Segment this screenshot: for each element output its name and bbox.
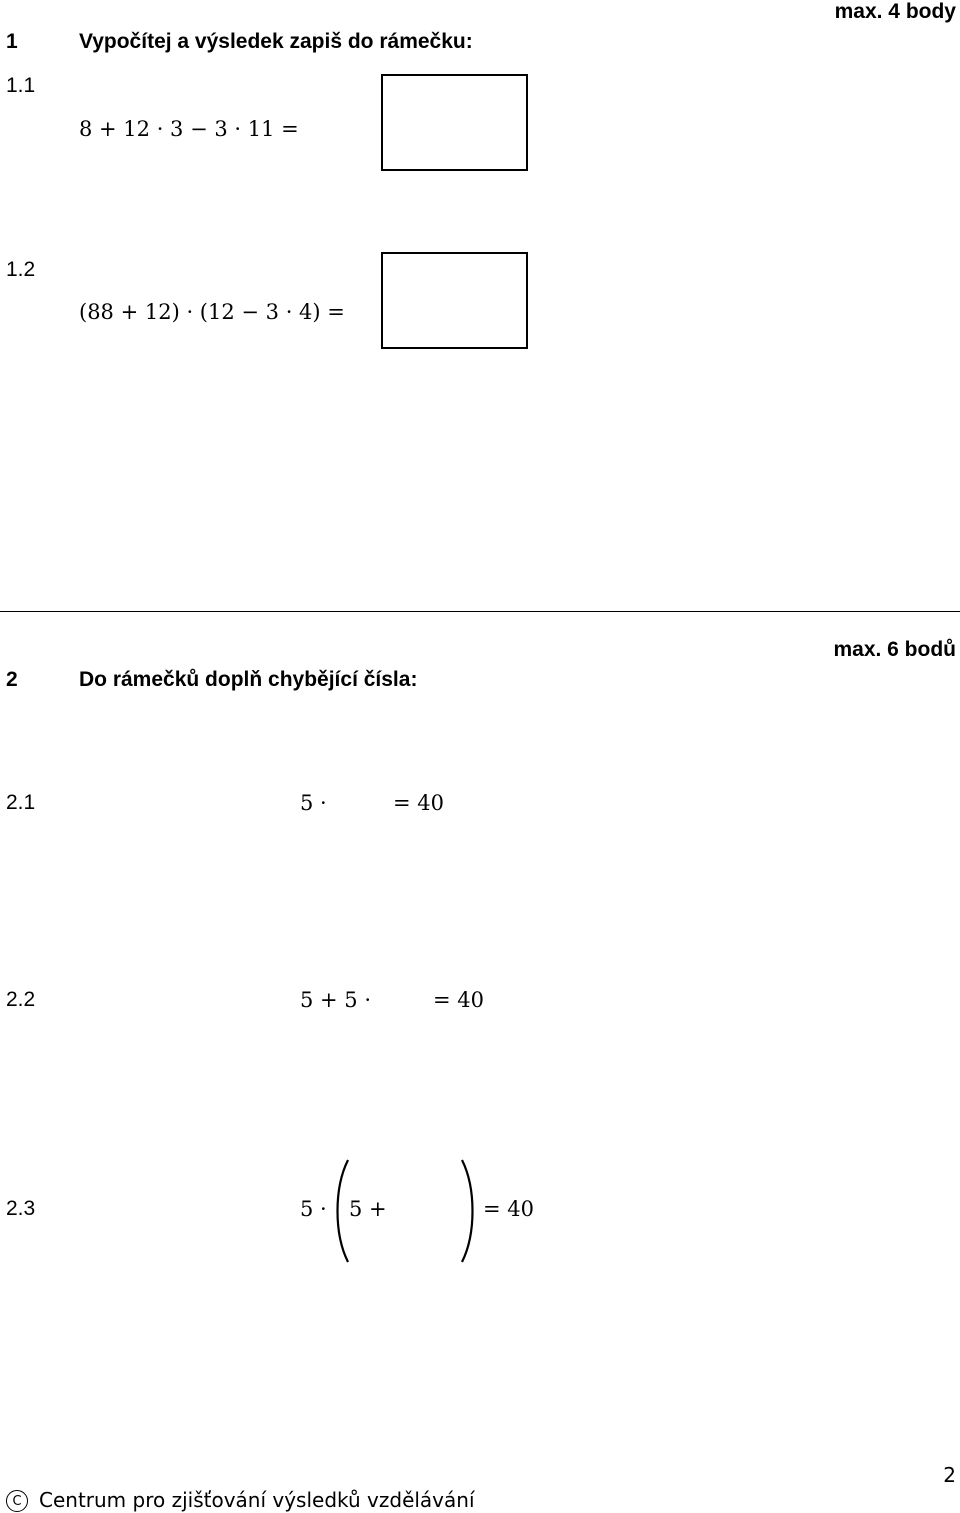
item-2-2-label: 2.2 xyxy=(6,988,36,1011)
page-number: 2 xyxy=(943,1463,956,1487)
left-paren xyxy=(338,1160,349,1262)
copyright-icon: C xyxy=(6,1490,28,1512)
item-2-1-left: 5 · xyxy=(300,791,327,815)
item-1-2-label: 1.2 xyxy=(6,258,36,281)
item-2-3-right: = 40 xyxy=(483,1197,534,1221)
item-1-1-label: 1.1 xyxy=(6,74,36,97)
footer-organization: Centrum pro zjišťování výsledků vzdělávání xyxy=(39,1488,475,1512)
task2-max-points: max. 6 bodů xyxy=(833,638,956,661)
item-2-2-right: = 40 xyxy=(433,988,484,1012)
item-2-1-label: 2.1 xyxy=(6,791,36,814)
item-2-2-left: 5 + 5 · xyxy=(300,988,372,1012)
item-1-2-expression: (88 + 12) · (12 − 3 · 4) = xyxy=(79,300,345,324)
task1-number: 1 xyxy=(6,30,18,53)
task1-title: Vypočítej a výsledek zapiš do rámečku: xyxy=(79,30,473,53)
section-divider xyxy=(0,611,960,612)
answer-box-1-1[interactable] xyxy=(381,74,528,171)
item-2-3-label: 2.3 xyxy=(6,1197,36,1220)
item-2-1-right: = 40 xyxy=(393,791,444,815)
item-1-1-expression: 8 + 12 · 3 − 3 · 11 = xyxy=(79,117,299,141)
task1-max-points: max. 4 body xyxy=(834,0,956,23)
item-2-3-left: 5 · xyxy=(300,1197,327,1221)
answer-box-1-2[interactable] xyxy=(381,252,528,349)
right-paren xyxy=(462,1160,473,1262)
item-2-3-inner: 5 + xyxy=(349,1197,387,1221)
task2-number: 2 xyxy=(6,668,18,691)
task2-title: Do rámečků doplň chybějící čísla: xyxy=(79,668,418,691)
